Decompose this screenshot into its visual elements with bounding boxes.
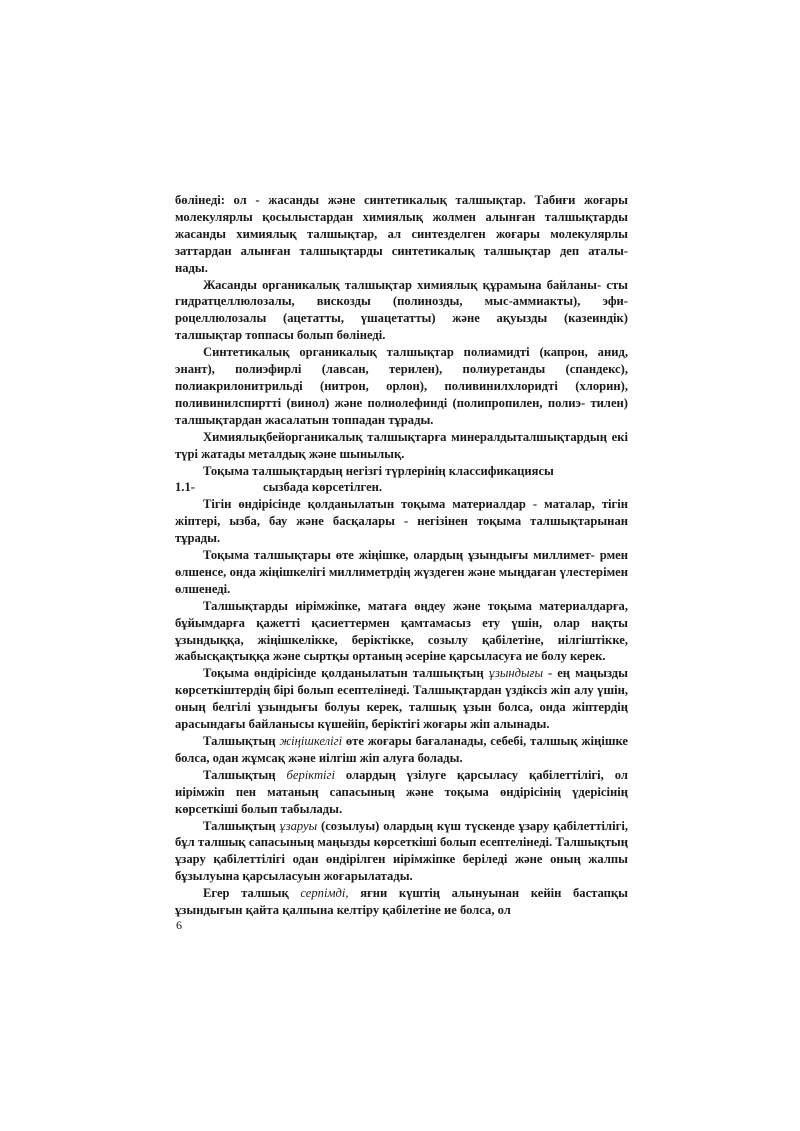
paragraph-fiber-properties: Талшықтарды иірімжіпке, матаға өңдеу және тоқыма материалдарға, бұйымдарға қажетті қасиеттермен қамтамасыз ету үшін, олар нақты ұзындыққа, жіңішкелікке, беріктікке, созылу қабілетіне, иілгіштікке, жабысқақтыққа және сыртқы ортаның әсеріне қарсыласуға ие болу керек. — [175, 598, 628, 664]
paragraph-inorganic-fibers: Химиялықбейорганикалық талшықтарға минералдыталшықтардың екі түрі жатады металдық және шынылық. — [175, 429, 628, 461]
paragraph-synthetic-fibers: Синтетикалық органикалық талшықтар полиамидті (капрон, анид, энант), полиэфирлі (лавсан, терилен), полиуретанды (спандекс), полиакрилонитрильді (нитрон, орлон), поливинилхлоридті (хлорин), поливинилспиртті (винол) және полиолефинді (полипропилен, полиэ- тилен) талшықтардан жасалатын топпадан тұрады. — [175, 345, 628, 427]
term-thinness: жіңішкелігі — [279, 734, 343, 748]
term-elastic: серпімді, — [300, 886, 349, 901]
paragraph-fiber-elongation: Талшықтың ұзаруы (созылуы) олардың күш түскенде ұзару қабілеттілігі, бұл талшық сапасының маңызды көрсеткіші болып есептелінеді. Талшықтың ұзару қабілеттілігі одан өндірілген иірімжіпке беріледі және оның жалпы бұзылуына қарсыласуын жоғарылатады. — [175, 818, 628, 884]
figure-reference-text: сызбада көрсетілген. — [263, 480, 383, 495]
classification-caption: Тоқыма талшықтардың негізгі түрлерінің классификациясы — [203, 463, 554, 478]
paragraph-fiber-length: Тоқыма өндірісінде қолданылатын талшықтың ұзындығы - ең маңызды көрсеткіштердің бірі болып есептелінеді. Талшықтардан үздіксіз жіп алу үшін, оның белгілі ұзындығы болуы керек, талшық ұзын болса, онда жіптердің арасындағы байланысы күшейіп, беріктігі жоғары жіп алынады. — [175, 666, 628, 732]
page-number: 6 — [176, 918, 182, 932]
paragraph-fiber-strength: Талшықтың беріктігі олардың үзілуге қарсыласу қабілеттілігі, ол иірімжіп пен матаның сапасының және тоқыма өндірісінің үдерісінің көрсеткіші болып табылады. — [175, 767, 628, 816]
paragraph-textile-materials: Тігін өндірісінде қолданылатын тоқыма материалдар - маталар, тігін жіптері, ызба, бау және басқалары - негізінен тоқыма талшықтарынан тұрады. — [175, 497, 628, 546]
term-length: ұзындығы — [488, 666, 543, 681]
term-elongation: ұзаруы — [279, 818, 318, 833]
paragraph-continuation: бөлінеді: ол - жасанды және синтетикалық талшықтар. Табиғи жоғары молекулярлы қосылыстардан химиялық жолмен алынған талшықтарды жасанды химиялық талшықтар, ал синтезделген жоғары молекулярлы заттардан алынған талшықтарды синтетикалық талшықтар деп аталы- нады. — [175, 193, 628, 275]
paragraph-fiber-elasticity: Егер талшық серпімді, яғни күштің алынуынан кейін бастапқы ұзындығын қайта қалпына келтіру қабілетіне ие болса, ол — [175, 886, 628, 918]
page-text-block — [175, 192, 628, 919]
term-strength: беріктігі — [286, 767, 335, 782]
paragraph-artificial-fibers: Жасанды органикалық талшықтар химиялық құрамына байланы- сты гидратцеллюлозалы, вискозды (полинозды, мыс-аммиакты), эфи- роцеллюлозалы (ацетатты, үшацетатты) және ақуызды (казеиндік) талшықтар топпасы болып бөлінеді. — [175, 277, 628, 343]
paragraph-fiber-fineness: Тоқыма талшықтары өте жіңішке, олардың ұзындығы миллимет- рмен өлшенсе, онда жіңішкелігі миллиметрдің жүздеген және мыңдаған үлестерімен өлшенеді. — [175, 548, 628, 596]
figure-reference — [175, 479, 628, 496]
figure-number: 1.1- — [175, 480, 195, 495]
paragraph-fiber-thinness: Талшықтың жіңішкелігі өте жоғары бағаланады, себебі, талшық жіңішке болса, одан жұмсақ және иілгіш жіп алуға болады. — [175, 734, 628, 765]
